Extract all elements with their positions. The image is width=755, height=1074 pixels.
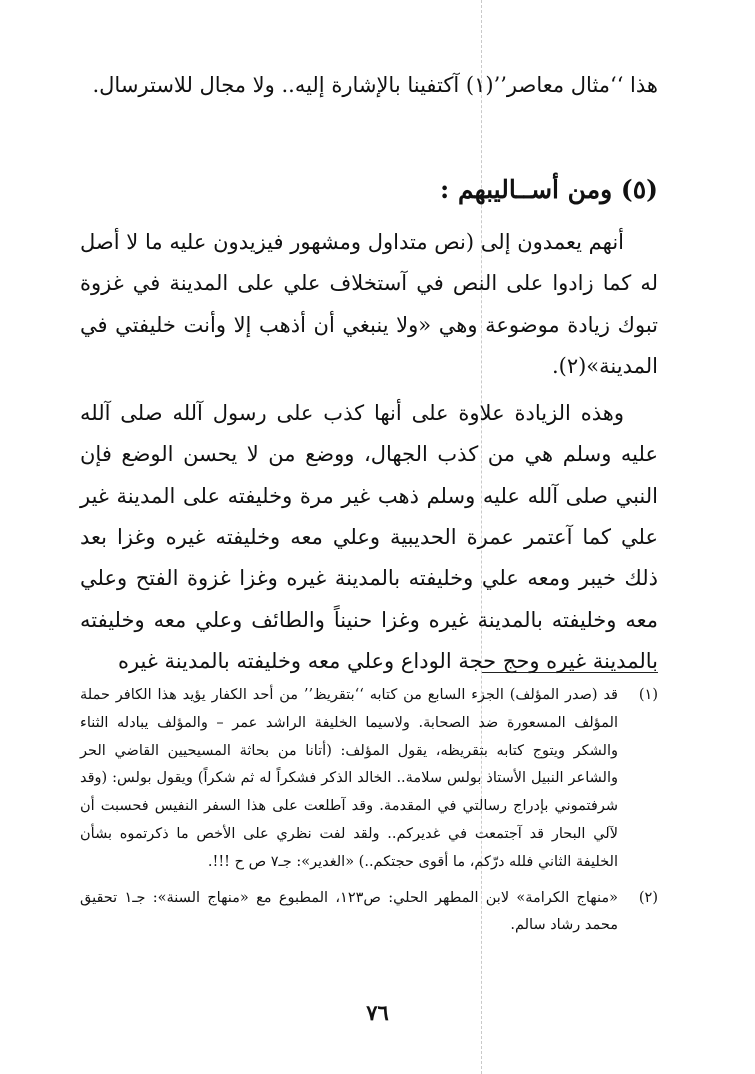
footnote-text: «منهاج الكرامة» لابن المطهر الحلي: ص١٢٣، المطبوع مع «منهاج السنة»: جـ١ تحقيق محمد رشاد سالم. (80, 889, 618, 934)
footnote-text: قد (صدر المؤلف) الجزء السابع من كتابه ‘‘بتقريظ’’ من أحد الكفار يؤيد هذا الكافر حملة المؤلف المسعورة ضد الصحابة. ولاسيما الخليفة الراشد عمر – والمؤلف يبادله الثناء والشكر ويتوج كتابه بتقريظه، يقول المؤلف: (أتانا من بحاثة المسيحيين القاضي الحر والشاعر النبيل الأستاذ بولس سلامة.. الخالد الذكر فشكراً له ثم شكراً) ويقول بولس: (وقد شرفتموني بإدراج رسالتي في المقدمة. وقد آطلعت على هذا السفر النفيس فحسبت أن لآلي البحار قد آجتمعت في غديركم.. ولقد لفت نظري على الأخص ما ذكرتموه بشأن الخليفة الثاني فلله درّكم، ما أقوى حجتكم..) «الغدير»: جـ٧ ص ح !!!. (80, 687, 618, 870)
footnote (80, 885, 658, 941)
intro-paragraph-text: هذا ‘‘مثال معاصر’’(١) آكتفينا بالإشارة إليه.. ولا مجال للاسترسال. (92, 73, 658, 97)
footnote-number: (١) (638, 687, 658, 703)
body-text (80, 222, 658, 682)
footnote (80, 682, 658, 877)
footnote-separator (482, 672, 658, 673)
body-paragraph: وهذه الزيادة علاوة على أنها كذب على رسول آلله صلى آلله عليه وسلم هي من كذب الجهال، ووضع من لا يحسن الوضع فإن النبي صلى آلله عليه وسلم ذهب غير مرة وخليفته على المدينة غير علي كما آعتمر عمرة الحديبية وعلي معه وخليفته غيره وغزا بعد ذلك خيبر ومعه علي وخليفته بالمدينة غيره وغزا غزوة الفتح وعلي معه وخليفته بالمدينة غيره وغزا حنيناً والطائف وعلي معه وخليفته بالمدينة غيره وحج حجة الوداع وعلي معه وخليفته بالمدينة غيره (80, 401, 659, 673)
body-paragraph: أنهم يعمدون إلى (نص متداول ومشهور فيزيدون عليه ما لا أصل له كما زادوا على النص في آستخلاف علي على المدينة في غزوة تبوك زيادة موضوعة وهي «ولا ينبغي أن أذهب إلا وأنت خليفتي في المدينة»(٢). (80, 230, 658, 378)
footnotes (80, 682, 658, 940)
footnote-number: (٢) (638, 889, 658, 906)
section-heading: (٥) ومن أســاليبهم : (440, 175, 658, 204)
page-number: ٧٦ (366, 1000, 389, 1025)
intro-paragraph (80, 64, 658, 106)
